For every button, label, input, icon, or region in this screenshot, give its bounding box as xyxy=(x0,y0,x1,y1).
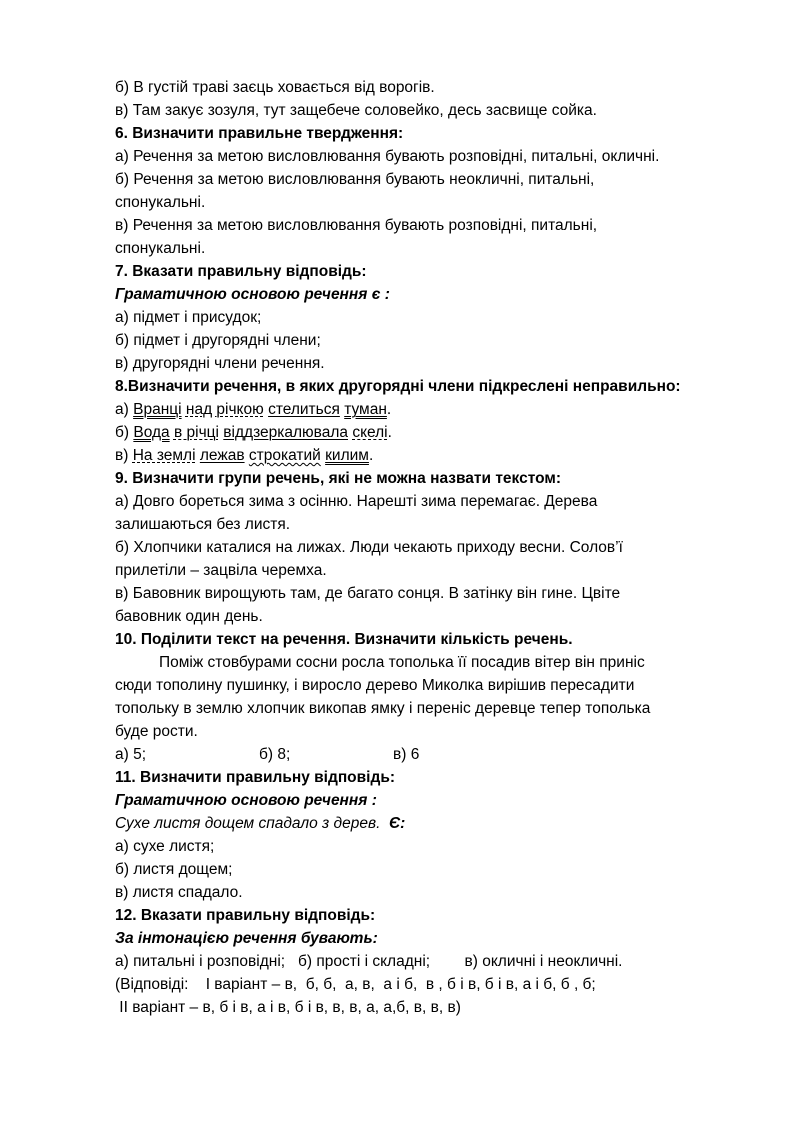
answers-line: (Відповіді: І варіант – в, б, б, а, в, а і б, в , б і в, б і в, а і б, б , б; xyxy=(115,976,596,993)
q9-option-b: б) Хлопчики каталися на лижах. Люди чекають приходу весни. Солов’ї xyxy=(115,539,623,556)
question-11-subheading: Граматичною основою речення : xyxy=(115,792,377,809)
q6-option-b-cont: спонукальні. xyxy=(115,194,206,211)
q10-text-line: сюди тополину пушинку, і виросло дерево Миколка вирішив пересадити xyxy=(115,677,635,694)
document-page xyxy=(115,76,735,1019)
question-9-heading: 9. Визначити групи речень, які не можна назвати текстом: xyxy=(115,470,561,487)
q11-option-b: б) листя дощем; xyxy=(115,861,233,878)
q12-option-a: а) питальні і розповідні; xyxy=(115,953,286,970)
underlined-word: Вода xyxy=(133,424,170,441)
q12-options xyxy=(115,950,735,973)
period: . xyxy=(368,447,374,464)
q10-option-a: а) 5; xyxy=(115,746,147,763)
q11-option-a: а) сухе листя; xyxy=(115,838,215,855)
answers-line: ІІ варіант – в, б і в, а і в, б і в, в, в, а, а,б, в, в, в) xyxy=(115,999,461,1016)
q6-option-b: б) Речення за метою висловлювання бувають неокличні, питальні, xyxy=(115,171,595,188)
underlined-word: туман xyxy=(344,401,387,418)
q11-option-c: в) листя спадало. xyxy=(115,884,243,901)
q9-option-c: в) Бавовник вирощують там, де багато сонця. В затінку він гине. Цвіте xyxy=(115,585,621,602)
question-11-heading: 11. Визначити правильну відповідь: xyxy=(115,769,396,786)
underlined-word: Вранці xyxy=(133,401,182,418)
q8-option-a xyxy=(115,398,735,421)
underlined-word: На землі xyxy=(132,447,196,464)
question-7-heading: 7. Вказати правильну відповідь: xyxy=(115,263,367,280)
underlined-word: над річкою xyxy=(185,401,264,418)
q10-answers xyxy=(115,743,735,766)
underlined-word: строкатий xyxy=(248,447,321,464)
q10-text-line: буде рости. xyxy=(115,723,198,740)
example-sentence: Сухе листя дощем спадало з дерев. xyxy=(115,815,381,832)
question-10-heading: 10. Поділити текст на речення. Визначити кількість речень. xyxy=(115,631,573,648)
option-letter: а) xyxy=(115,401,129,418)
underlined-word: лежав xyxy=(199,447,245,464)
option-letter: в) xyxy=(115,447,129,464)
q10-option-b: б) 8; xyxy=(259,746,291,763)
underlined-word: в річці xyxy=(173,424,219,441)
q7-option-c: в) другорядні члени речення. xyxy=(115,355,325,372)
q6-option-c-cont: спонукальні. xyxy=(115,240,206,257)
text-line: б) В густій траві заєць ховається від ворогів. xyxy=(115,79,435,96)
q12-option-c: в) окличні і неокличні. xyxy=(464,953,623,970)
q10-text-line: Поміж стовбурами сосни росла тополька її посадив вітер він приніс xyxy=(159,654,645,671)
period: . xyxy=(386,401,392,418)
question-8-heading: 8.Визначити речення, в яких другорядні члени підкреслені неправильно: xyxy=(115,378,681,395)
q12-option-b: б) прості і складні; xyxy=(298,953,431,970)
q9-option-b-cont: прилетіли – зацвіла черемха. xyxy=(115,562,327,579)
question-12-heading: 12. Вказати правильну відповідь: xyxy=(115,907,376,924)
example-suffix: Є: xyxy=(389,815,406,832)
q11-example xyxy=(115,812,735,835)
q7-option-b: б) підмет і другорядні члени; xyxy=(115,332,321,349)
q9-option-c-cont: бавовник один день. xyxy=(115,608,263,625)
q8-option-b xyxy=(115,421,735,444)
question-7-subheading: Граматичною основою речення є : xyxy=(115,286,390,303)
question-12-subheading: За інтонацією речення бувають: xyxy=(115,930,378,947)
q8-option-c xyxy=(115,444,735,467)
q6-option-c: в) Речення за метою висловлювання бувають розповідні, питальні, xyxy=(115,217,598,234)
text-line: в) Там закує зозуля, тут защебече соловейко, десь засвище сойка. xyxy=(115,102,597,119)
q10-option-c: в) 6 xyxy=(393,746,420,763)
underlined-word: віддзеркалювала xyxy=(223,424,348,441)
q7-option-a: а) підмет і присудок; xyxy=(115,309,262,326)
q9-option-a-cont: залишаються без листя. xyxy=(115,516,291,533)
underlined-word: стелиться xyxy=(268,401,340,418)
underlined-word: килим xyxy=(325,447,369,464)
q9-option-a: а) Довго бореться зима з осінню. Нарешті зима перемагає. Дерева xyxy=(115,493,598,510)
question-6-heading: 6. Визначити правильне твердження: xyxy=(115,125,404,142)
underlined-word: скелі xyxy=(352,424,388,441)
q10-text-line: топольку в землю хлопчик викопав ямку і переніс деревце тепер тополька xyxy=(115,700,651,717)
period: . xyxy=(387,424,392,441)
option-letter: б) xyxy=(115,424,130,441)
q6-option-a: а) Речення за метою висловлювання бувають розповідні, питальні, окличні. xyxy=(115,148,660,165)
